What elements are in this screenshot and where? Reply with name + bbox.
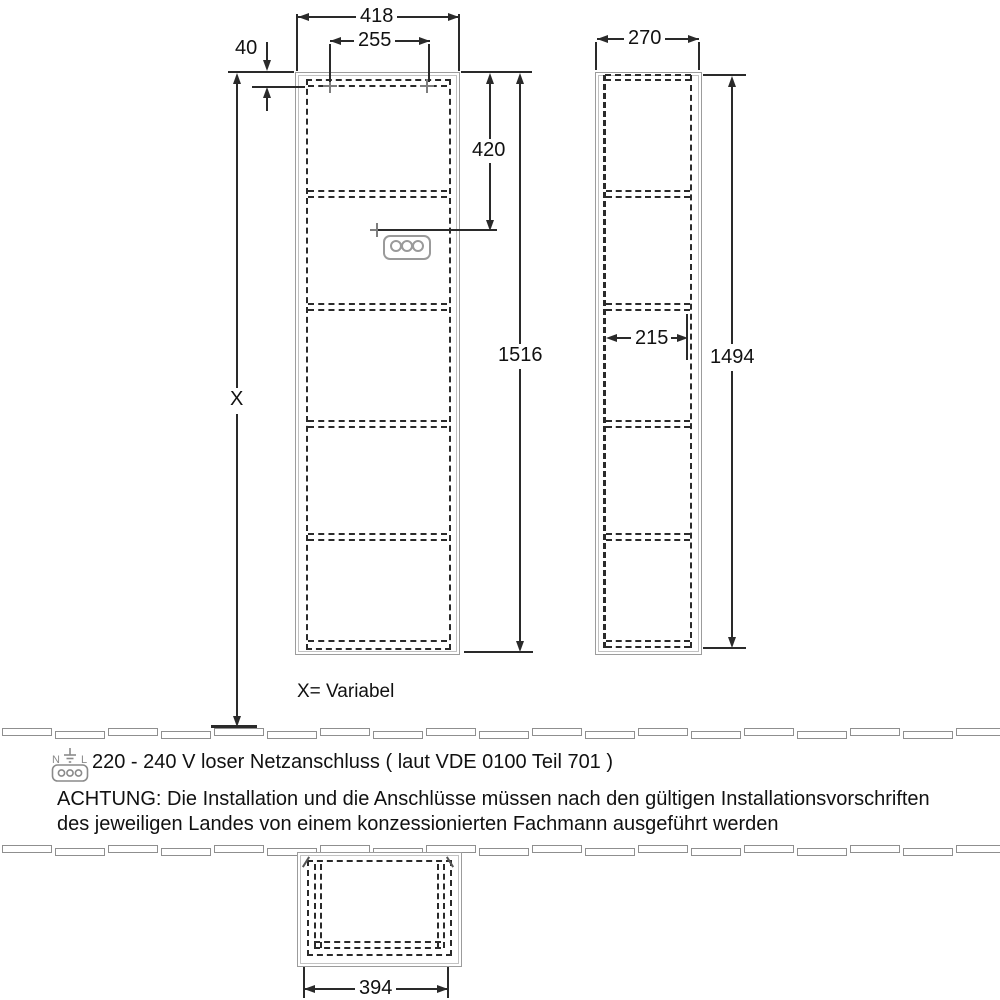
hatch-segment [479, 848, 529, 856]
power-connection-icon [50, 746, 90, 784]
front-shelf-line [308, 303, 447, 311]
front-bottom-dashed-line [308, 640, 447, 642]
front-width-label: 418 [356, 5, 397, 27]
hatch-segment [214, 845, 264, 853]
variable-symbol-label: X [230, 388, 244, 410]
side-shelf-line [606, 420, 690, 428]
top-view-body-back-line [314, 941, 441, 949]
hatch-segment [903, 731, 953, 739]
side-shelf-line [606, 190, 690, 198]
hatch-segment [691, 848, 741, 856]
side-cabinet-outline [595, 72, 702, 655]
side-shelf-line [606, 303, 690, 311]
hatch-segment [532, 845, 582, 853]
hatch-segment [373, 731, 423, 739]
front-shelf-line [308, 420, 447, 428]
hatch-segment [744, 728, 794, 736]
socket-outlet-icon [383, 235, 431, 260]
warning-line-2: des jeweiligen Landes von einem konzessionierten Fachmann ausgeführt werden [57, 813, 779, 835]
side-door-front-edge [603, 75, 606, 648]
hatch-segment [532, 728, 582, 736]
hatch-segment [426, 728, 476, 736]
hatch-segment [479, 731, 529, 739]
hatch-segment [956, 845, 1000, 853]
side-shelf-line [606, 533, 690, 541]
top-offset-label: 40 [235, 37, 258, 59]
front-shelf-line [308, 190, 447, 198]
hatch-segment [585, 731, 635, 739]
wall-hatch-line [0, 845, 1000, 855]
side-depth-label: 270 [624, 27, 665, 49]
front-height-label: 1516 [494, 344, 547, 366]
hatch-segment [797, 731, 847, 739]
side-bottom-dashed-line [606, 640, 690, 648]
fixing-point-cross-icon [420, 79, 434, 93]
hatch-segment [850, 845, 900, 853]
hatch-segment [2, 845, 52, 853]
side-height-label: 1494 [706, 346, 759, 368]
hatch-segment [797, 848, 847, 856]
x-variable-legend: X= Variabel [297, 681, 395, 702]
hatch-segment [956, 728, 1000, 736]
side-top-dashed-line [605, 79, 691, 81]
power-icon-n-label: N [52, 754, 60, 766]
hatch-segment [638, 728, 688, 736]
power-icon-l-label: L [81, 754, 88, 766]
hatch-segment [161, 731, 211, 739]
hatch-segment [55, 848, 105, 856]
side-back-edge [690, 75, 692, 648]
side-inner-depth-label: 215 [631, 327, 672, 349]
top-view-width-label: 394 [355, 977, 396, 999]
hatch-segment [903, 848, 953, 856]
power-note-text: 220 - 240 V loser Netzanschluss ( laut VDE 0100 Teil 701 ) [92, 751, 614, 773]
door-anchor-width-label: 255 [354, 29, 395, 51]
hatch-segment [267, 731, 317, 739]
top-view-body-side-line [437, 864, 445, 948]
hatch-segment [108, 845, 158, 853]
hatch-segment [108, 728, 158, 736]
outlet-reference-line [378, 229, 497, 231]
front-door-dashed-outline [306, 79, 451, 650]
floor-hatch-line [0, 728, 1000, 738]
hatch-segment [55, 731, 105, 739]
hatch-segment [161, 848, 211, 856]
hatch-segment [850, 728, 900, 736]
hatch-segment [691, 731, 741, 739]
hatch-segment [638, 845, 688, 853]
side-top-dashed-line [605, 74, 691, 76]
outlet-height-label: 420 [468, 139, 509, 161]
hatch-segment [744, 845, 794, 853]
hatch-segment [214, 728, 264, 736]
hatch-segment [320, 728, 370, 736]
front-shelf-line [308, 533, 447, 541]
hatch-segment [2, 728, 52, 736]
warning-line-1: ACHTUNG: Die Installation und die Anschlüsse müssen nach den gültigen Installationsvorschriften [57, 788, 930, 810]
hatch-segment [585, 848, 635, 856]
top-view-body-side-line [314, 864, 322, 948]
